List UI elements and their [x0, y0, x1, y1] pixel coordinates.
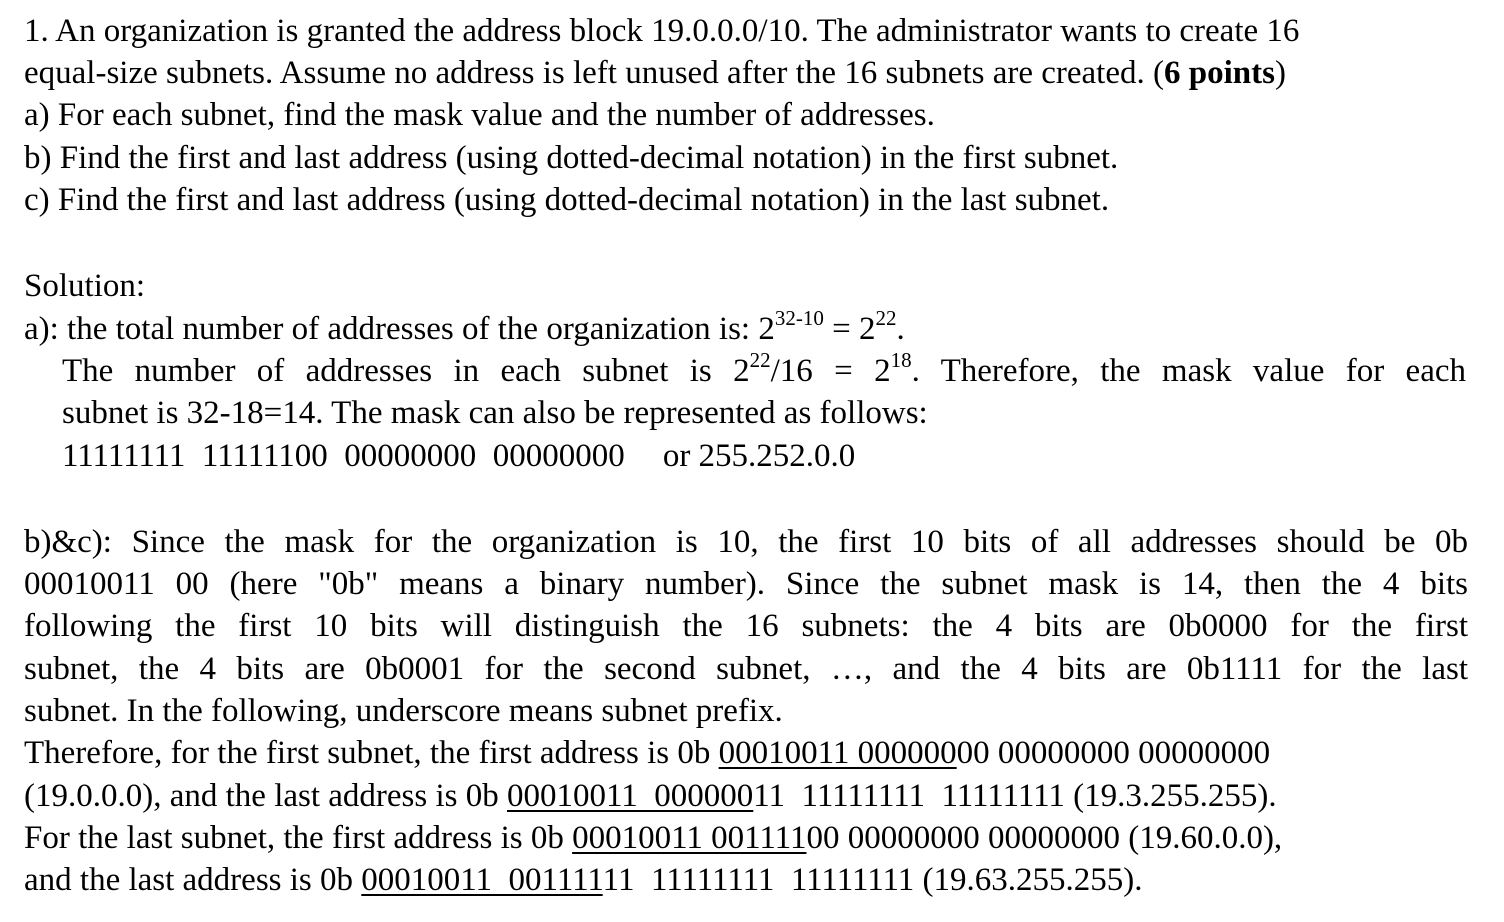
subnet-prefix: 00010011 000000 [718, 735, 957, 771]
solution-text: = 2 [823, 311, 876, 347]
exponent: 18 [890, 348, 912, 372]
question-text: 1. An organization is granted the address block 19.0.0.0/10. The administrator wants to create 16 [24, 13, 1300, 49]
address-suffix: 11 11111111 11111111 (19.63.255.255). [602, 862, 1143, 898]
solution-text: Therefore, for the first subnet, the first address is 0b [24, 735, 719, 771]
solution-heading-text: Solution: [24, 268, 146, 304]
address-suffix: 11 11111111 11111111 (19.3.255.255). [753, 778, 1277, 814]
solution-heading [24, 265, 145, 307]
mask-binary: 11111111 11111100 00000000 00000000 [62, 438, 625, 474]
subnet-prefix: 00010011 001111 [361, 862, 603, 898]
solution-text: . [896, 311, 905, 347]
solution-text: (19.0.0.0), and the last address is 0b [24, 778, 507, 814]
last-subnet-first-address [24, 817, 1282, 859]
points-label: 6 points [1163, 55, 1275, 91]
subnet-prefix: 00010011 001111 [572, 820, 807, 856]
solution-bc-line-4 [24, 648, 1468, 690]
solution-text: . Therefore, the mask value for each [911, 353, 1466, 389]
question-text: ) [1274, 55, 1286, 91]
solution-text: The number of addresses in each subnet is 2 [62, 353, 750, 389]
solution-text: following the first 10 bits will distinguish the 16 subnets: the 4 bits are 0b0000 for the first [24, 608, 1468, 644]
solution-text: b)&c): Since the mask for the organization is 10, the first 10 bits of all addresses should be 0b [24, 524, 1468, 560]
last-subnet-last-address [24, 859, 1143, 901]
part-a-text: a) For each subnet, find the mask value and the number of addresses. [24, 97, 935, 133]
solution-bc-line-3 [24, 605, 1468, 647]
question-part-b [24, 137, 1118, 179]
exponent: 22 [875, 306, 897, 330]
solution-text: a): the total number of addresses of the organization is: 2 [24, 311, 775, 347]
solution-text: 00010011 00 (here "0b" means a binary number). Since the subnet mask is 14, then the 4 bits [24, 566, 1468, 602]
solution-text: For the last subnet, the first address is 0b [24, 820, 573, 856]
question-line-2 [24, 52, 1286, 94]
address-suffix: 00 00000000 00000000 (19.60.0.0), [806, 820, 1283, 856]
part-b-text: b) Find the first and last address (using dotted-decimal notation) in the first subnet. [24, 140, 1119, 176]
question-text: equal-size subnets. Assume no address is left unused after the 16 subnets are created. ( [24, 55, 1164, 91]
question-line-1 [24, 10, 1299, 52]
solution-bc-line-2 [24, 563, 1468, 605]
exponent: 32-10 [774, 306, 824, 330]
solution-bc-line-5 [24, 690, 783, 732]
solution-text: /16 = 2 [770, 353, 891, 389]
part-c-text: c) Find the first and last address (using dotted-decimal notation) in the last subnet. [24, 182, 1110, 218]
address-suffix: 00 00000000 00000000 [956, 735, 1271, 771]
solution-text: subnet, the 4 bits are 0b0001 for the second subnet, …, and the 4 bits are 0b1111 for the last [24, 651, 1468, 687]
solution-bc-line-1 [24, 521, 1468, 563]
solution-text: subnet is 32-18=14. The mask can also be represented as follows: [62, 395, 928, 431]
exponent: 22 [749, 348, 771, 372]
solution-a-mask [62, 435, 855, 477]
subnet-prefix: 00010011 000000 [507, 778, 754, 814]
solution-a-line-3 [62, 392, 928, 434]
question-part-a [24, 94, 935, 136]
solution-text: subnet. In the following, underscore means subnet prefix. [24, 693, 783, 729]
first-subnet-first-address [24, 732, 1270, 774]
first-subnet-last-address [24, 775, 1277, 817]
solution-a-line-2 [62, 350, 1466, 392]
solution-text: and the last address is 0b [24, 862, 362, 898]
solution-a-line-1 [24, 308, 905, 350]
question-part-c [24, 179, 1109, 221]
mask-dotted: or 255.252.0.0 [662, 438, 856, 474]
